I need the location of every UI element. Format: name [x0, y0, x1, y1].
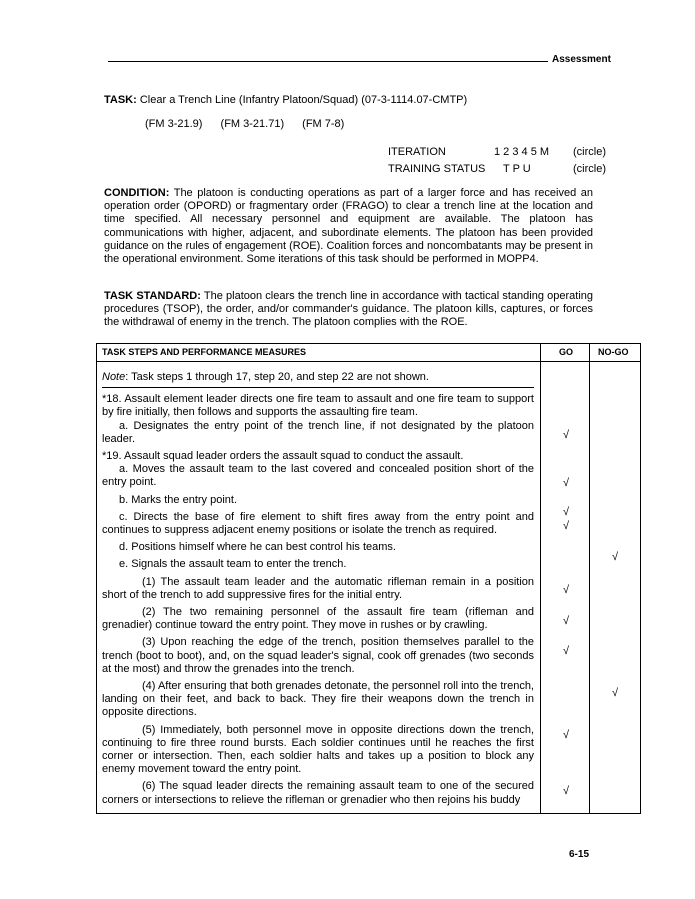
iteration-label: ITERATION	[388, 146, 446, 158]
note-divider	[102, 387, 534, 388]
condition-paragraph	[104, 187, 593, 266]
task-step: *19. Assault squad leader orders the assault squad to conduct the assault.	[102, 450, 464, 463]
go-check-mark: √	[563, 429, 570, 441]
task-step: b. Marks the entry point.	[119, 493, 237, 506]
task-step: d. Positions himself where he can best control his teams.	[119, 541, 396, 554]
task-standard-paragraph	[104, 290, 593, 330]
task-step: (3) Upon reaching the edge of the trench, position themselves parallel to the trench (boot to boot), and, on the squad leader's signal, cook off grenades (two seconds at the most) and throw the grenades into the trench.	[102, 636, 534, 675]
training-status-note: (circle)	[573, 163, 606, 175]
nogo-check-mark: √	[612, 687, 619, 699]
section-label: Assessment	[552, 54, 611, 65]
task-step: (5) Immediately, both personnel move in opposite directions down the trench, continuing to fire three round bursts. Each soldier continues until he reaches the first corner or intersection. Then, each soldier halts and takes up a position to block any enemy movement toward the entry point.	[102, 723, 534, 776]
task-standard-text: The platoon clears the trench line in accordance with tactical standing operating procedures (TSOP), the order, and/or commander's guidance. The platoon kills, captures, or forces the withdrawal of enemy in the trench. The platoon complies with the ROE.	[104, 290, 594, 329]
nogo-check-mark: √	[612, 551, 619, 563]
column-divider	[540, 344, 541, 813]
iteration-values: 1 2 3 4 5 M	[494, 146, 550, 158]
reference: (FM 3-21.9)	[145, 118, 203, 130]
reference: (FM 3-21.71)	[220, 118, 285, 130]
note-label: Note	[102, 371, 126, 383]
task-title: Clear a Trench Line (Infantry Platoon/Squad) (07-3-1114.07-CMTP)	[139, 94, 468, 106]
go-check-mark: √	[563, 506, 570, 518]
table-note	[102, 371, 534, 384]
training-status-values: T P U	[503, 163, 531, 175]
task-step: (6) The squad leader directs the remaining assault team to one of the secured corners or intersections to relieve the rifleman or grenadier who then rejoins his buddy	[102, 780, 534, 806]
task-standard-label: TASK STANDARD:	[104, 290, 201, 302]
task-step: *18. Assault element leader directs one fire team to assault and one fire team to support by fire initially, then follows and supports the assaulting fire team.	[102, 393, 534, 419]
go-check-mark: √	[563, 645, 570, 657]
go-check-mark: √	[563, 729, 570, 741]
column-divider	[589, 344, 590, 813]
iteration-block	[388, 146, 618, 180]
task-steps	[102, 371, 534, 807]
go-check-mark: √	[563, 785, 570, 797]
header-rule	[108, 61, 548, 62]
task-step: a. Moves the assault team to the last covered and concealed position short of the entry point.	[102, 463, 534, 489]
iteration-note: (circle)	[573, 146, 606, 158]
go-check-mark: √	[563, 520, 570, 532]
go-column-header: GO	[559, 347, 574, 357]
steps-column-header: TASK STEPS AND PERFORMANCE MEASURES	[102, 347, 307, 357]
task-step: a. Designates the entry point of the trench line, if not designated by the platoon leader.	[102, 419, 534, 445]
note-text: : Task steps 1 through 17, step 20, and step 22 are not shown.	[125, 371, 429, 383]
training-status-label: TRAINING STATUS	[388, 163, 486, 175]
go-check-mark: √	[563, 584, 570, 596]
task-label: TASK:	[104, 94, 137, 106]
task-step: (4) After ensuring that both grenades detonate, the personnel roll into the trench, landing on their feet, and back to back. They fire their weapons down the trench in opposite directions.	[102, 680, 534, 719]
performance-table	[96, 343, 641, 814]
task-step: c. Directs the base of fire element to shift fires away from the entry point and continues to suppress adjacent enemy positions or isolate the trench as required.	[102, 510, 534, 537]
task-step: (1) The assault team leader and the automatic rifleman remain in a position short of the trench to add suppressive fires for the initial entry.	[102, 575, 534, 601]
header-divider	[97, 361, 640, 362]
nogo-column-header: NO-GO	[598, 347, 629, 357]
go-check-mark: √	[563, 477, 570, 489]
task-references	[145, 118, 359, 130]
go-check-mark: √	[563, 615, 570, 627]
task-step: (2) The two remaining personnel of the assault fire team (rifleman and grenadier) continue toward the entry point. They move in rushes or by crawling.	[102, 606, 534, 632]
page-number: 6-15	[569, 849, 590, 860]
task-line	[104, 94, 467, 106]
condition-label: CONDITION:	[104, 187, 170, 199]
condition-text: The platoon is conducting operations as part of a larger force and has received an operation order (OPORD) or fragmentary order (FRAGO) to clear a trench line at the location and time specified. All necessary personnel and equipment are available. The platoon has communications with higher, adjacent, and subordinate elements. The platoon has been provided guidance on the rules of engagement (ROE). Coalition forces and noncombatants may be present in the operational environment. Some iterations of this task should be performed in MOPP4.	[104, 187, 593, 266]
reference: (FM 7-8)	[302, 118, 345, 130]
task-step: e. Signals the assault team to enter the trench.	[119, 558, 347, 571]
